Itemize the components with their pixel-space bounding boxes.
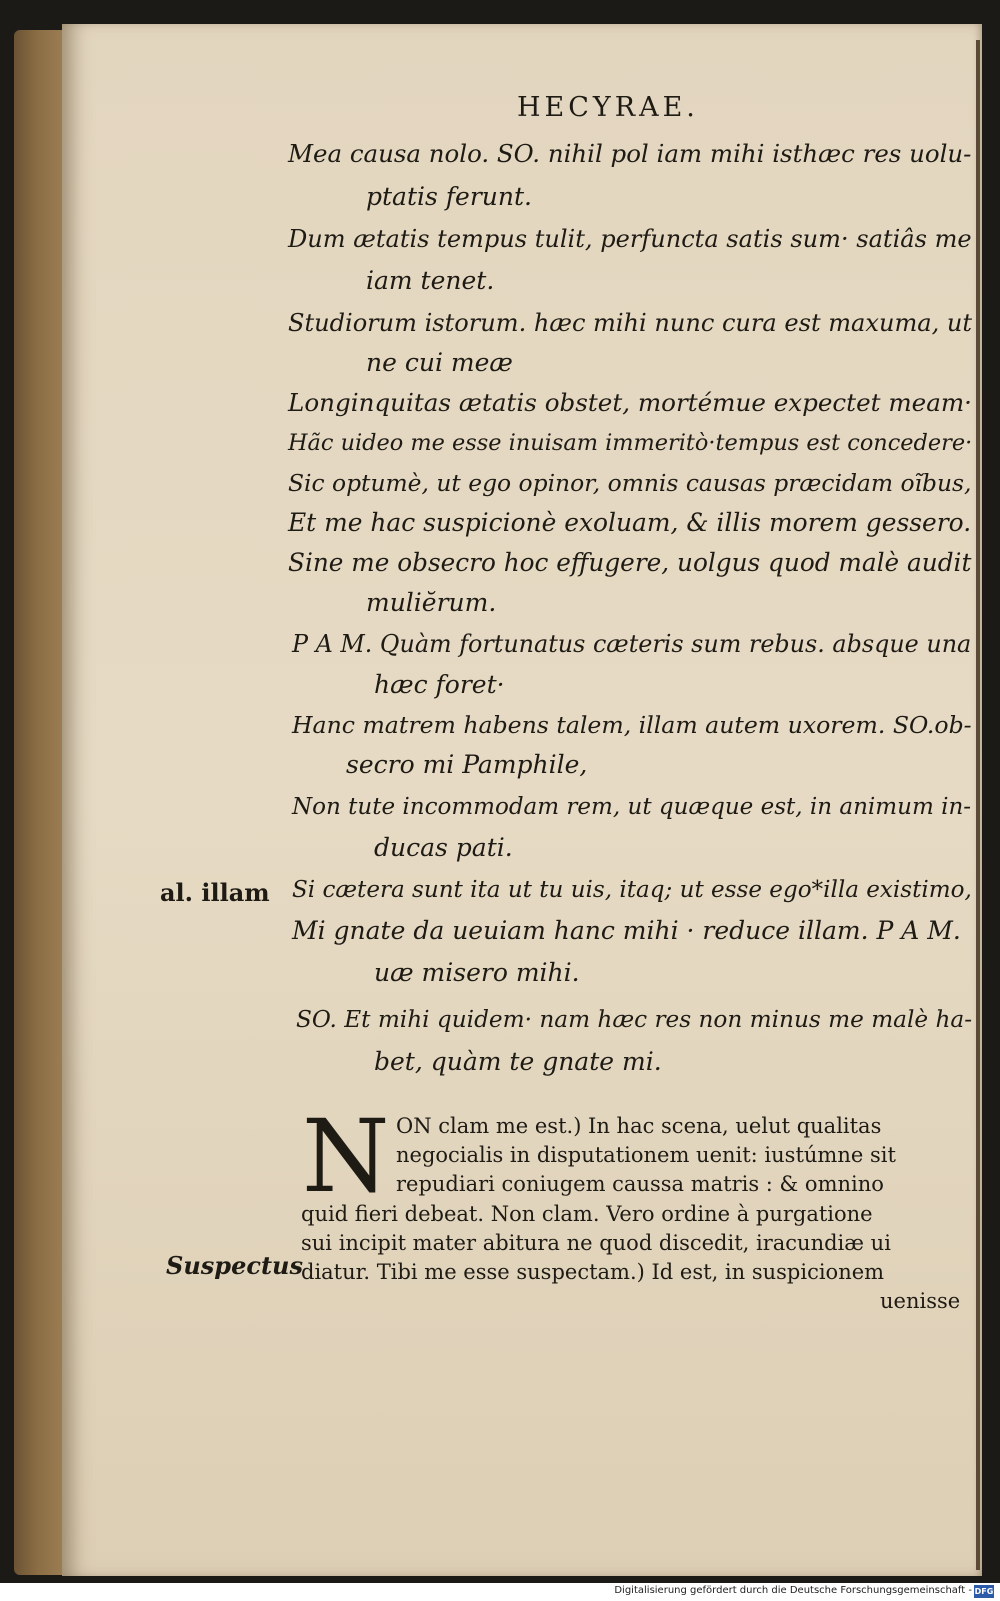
margin-note: Suspectus xyxy=(166,1251,304,1280)
verse-line: bet, quàm te gnate mi. xyxy=(374,1047,662,1076)
verse-line: ducas pati. xyxy=(374,833,513,862)
verse-line: Longinquitas ætatis obstet, mortémue expectet meam· xyxy=(288,388,973,417)
verse-line: Dum ætatis tempus tulit, perfuncta satis sum· satiâs me xyxy=(288,225,972,253)
funding-notice: Digitalisierung gefördert durch die Deutsche Forschungsgemeinschaft - xyxy=(614,1585,972,1596)
commentary-line: quid fieri debeat. Non clam. Vero ordine à purgatione xyxy=(301,1202,873,1226)
verse-line: Studiorum istorum. hæc mihi nunc cura est maxuma, ut xyxy=(288,309,973,337)
commentary-line: negocialis in disputationem uenit: iustúmne sit xyxy=(396,1143,896,1167)
running-head: HECYRAE. xyxy=(517,92,699,123)
verse-line: Sic optumè, ut ego opinor, omnis causas præcidam oĩbus, xyxy=(288,469,972,497)
dfg-logo: DFG xyxy=(974,1587,994,1596)
verse-line: Non tute incommodam rem, ut quæque est, in animum in- xyxy=(292,794,972,820)
commentary-line: uenisse xyxy=(880,1289,961,1313)
commentary-line: ON clam me est.) In hac scena, uelut qualitas xyxy=(396,1114,882,1138)
verse-line: Mi gnate da ueuiam hanc mihi · reduce illam. P A M. xyxy=(292,916,961,945)
verse-line: Hanc matrem habens talem, illam autem uxorem. SO.ob- xyxy=(292,711,972,739)
verse-line: SO. Et mihi quidem· nam hæc res non minus me malè ha- xyxy=(296,1006,973,1033)
commentary-line: diatur. Tibi me esse suspectam.) Id est, in suspicionem xyxy=(301,1260,885,1284)
verse-line: Si cætera sunt ita ut tu uis, itaq; ut esse ego*illa existimo, xyxy=(292,877,972,903)
decorative-initial: N xyxy=(302,1098,390,1215)
verse-line: uæ misero mihi. xyxy=(374,958,580,987)
verse-line: Hãc uideo me esse inuisam immeritò·tempus est concedere· xyxy=(288,430,973,456)
verse-line: Et me hac suspicionè exoluam, & illis morem gessero. xyxy=(288,508,972,537)
verse-line: P A M. Quàm fortunatus cæteris sum rebus. absque una xyxy=(292,630,972,658)
verse-line: Sine me obsecro hoc effugere, uolgus quod malè audit xyxy=(288,548,972,577)
verse-line: Mea causa nolo. SO. nihil pol iam mihi isthæc res uolu- xyxy=(288,139,972,168)
commentary-line: repudiari coniugem caussa matris : & omnino xyxy=(396,1172,884,1196)
page-edge xyxy=(976,40,980,1570)
verse-line: hæc foret· xyxy=(374,670,505,699)
verse-line: iam tenet. xyxy=(366,266,495,295)
verse-line: secro mi Pamphile, xyxy=(346,750,588,779)
commentary-line: sui incipit mater abitura ne quod discedit, iracundiæ ui xyxy=(301,1231,891,1255)
verse-line: ne cui meæ xyxy=(366,348,513,377)
verse-line: muliĕrum. xyxy=(366,588,497,617)
margin-note: al. illam xyxy=(160,878,270,907)
verse-line: ptatis ferunt. xyxy=(366,182,532,211)
